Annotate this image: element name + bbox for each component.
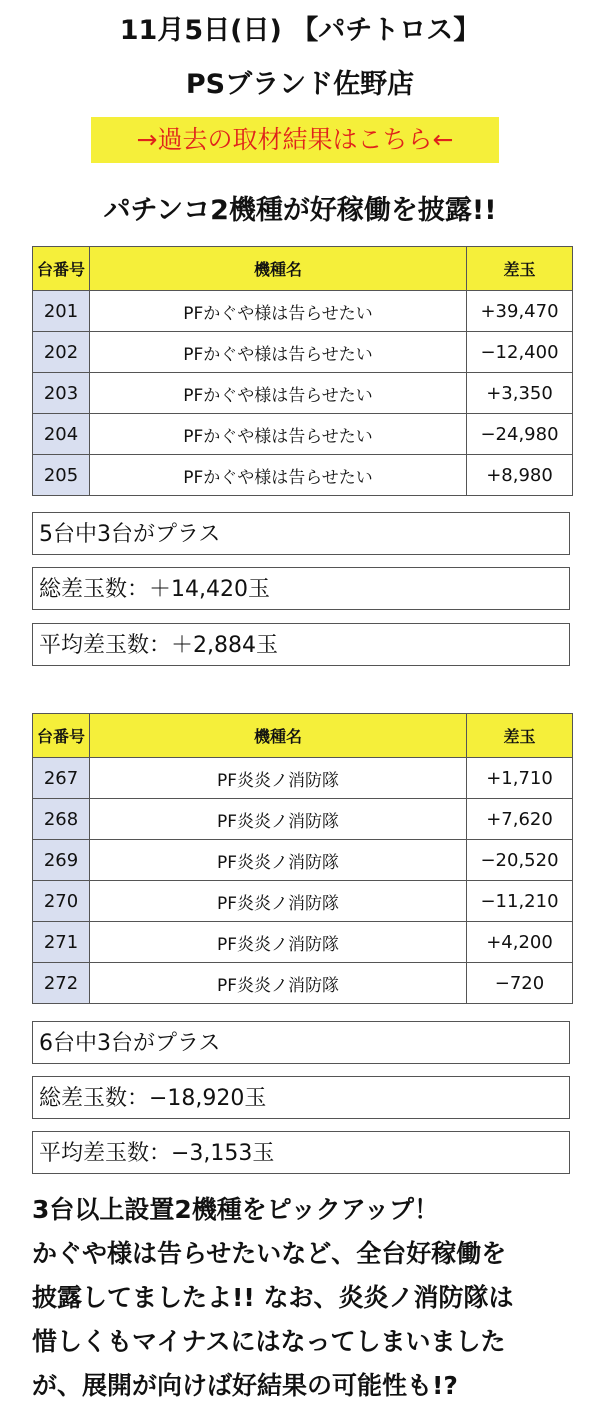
machine-model: PF炎炎ノ消防隊	[90, 881, 467, 922]
column-header-number: 台番号	[33, 247, 90, 291]
commentary-line: かぐや様は告らせたいなど、全台好稼働を	[32, 1239, 507, 1268]
machine-number: 202	[33, 332, 90, 373]
column-header-number: 台番号	[33, 714, 90, 758]
column-header-diff: 差玉	[467, 247, 573, 291]
ball-difference: +8,980	[467, 455, 573, 496]
machine-model: PFかぐや様は告らせたい	[90, 291, 467, 332]
ball-difference: −12,400	[467, 332, 573, 373]
summary-average-diff: 平均差玉数：＋2,884玉	[32, 623, 570, 666]
table-row	[33, 455, 573, 496]
table-row	[33, 291, 573, 332]
table-row	[33, 758, 573, 799]
machine-number: 270	[33, 881, 90, 922]
table-row	[33, 922, 573, 963]
ball-difference: +39,470	[467, 291, 573, 332]
machine-number: 267	[33, 758, 90, 799]
ball-difference: −20,520	[467, 840, 573, 881]
machine-model: PF炎炎ノ消防隊	[90, 840, 467, 881]
table-row	[33, 799, 573, 840]
page-title-date: 11月5日(日) 【パチトロス】	[119, 15, 481, 46]
summary-total-diff: 総差玉数：＋14,420玉	[32, 567, 570, 610]
headline: パチンコ2機種が好稼働を披露!!	[103, 195, 497, 226]
table-header-row	[33, 714, 573, 758]
ball-difference: −24,980	[467, 414, 573, 455]
machine-number: 269	[33, 840, 90, 881]
commentary-line: 3台以上設置2機種をピックアップ！	[32, 1195, 440, 1224]
summary-average-diff: 平均差玉数：−3,153玉	[32, 1131, 570, 1174]
summary-plus-count: 6台中3台がプラス	[32, 1021, 570, 1064]
past-results-link[interactable]: →過去の取材結果はこちら←	[91, 117, 499, 163]
table-header-row	[33, 247, 573, 291]
machine-number: 268	[33, 799, 90, 840]
commentary-line: 惜しくもマイナスにはなってしまいました	[32, 1327, 506, 1356]
table-row	[33, 963, 573, 1004]
table-row	[33, 840, 573, 881]
machine-number: 204	[33, 414, 90, 455]
machine-model: PF炎炎ノ消防隊	[90, 758, 467, 799]
commentary-line: が、展開が向けば好結果の可能性も!?	[32, 1371, 458, 1400]
table-row	[33, 373, 573, 414]
machine-number: 201	[33, 291, 90, 332]
summary-total-diff: 総差玉数：−18,920玉	[32, 1076, 570, 1119]
machine-number: 272	[33, 963, 90, 1004]
ball-difference: +4,200	[467, 922, 573, 963]
column-header-model: 機種名	[90, 247, 467, 291]
machine-number: 205	[33, 455, 90, 496]
result-table-enen	[32, 713, 573, 1004]
machine-model: PF炎炎ノ消防隊	[90, 799, 467, 840]
ball-difference: +1,710	[467, 758, 573, 799]
machine-model: PF炎炎ノ消防隊	[90, 922, 467, 963]
commentary	[32, 1188, 572, 1408]
machine-model: PFかぐや様は告らせたい	[90, 373, 467, 414]
machine-number: 271	[33, 922, 90, 963]
table-row	[33, 332, 573, 373]
commentary-line: 披露してましたよ!! なお、炎炎ノ消防隊は	[32, 1283, 514, 1312]
summary-plus-count: 5台中3台がプラス	[32, 512, 570, 555]
result-table-kaguya	[32, 246, 573, 496]
ball-difference: +7,620	[467, 799, 573, 840]
ball-difference: +3,350	[467, 373, 573, 414]
machine-model: PFかぐや様は告らせたい	[90, 414, 467, 455]
ball-difference: −720	[467, 963, 573, 1004]
page-title-store: PSブランド佐野店	[185, 69, 415, 100]
machine-model: PF炎炎ノ消防隊	[90, 963, 467, 1004]
table-row	[33, 881, 573, 922]
ball-difference: −11,210	[467, 881, 573, 922]
machine-model: PFかぐや様は告らせたい	[90, 332, 467, 373]
machine-model: PFかぐや様は告らせたい	[90, 455, 467, 496]
column-header-diff: 差玉	[467, 714, 573, 758]
column-header-model: 機種名	[90, 714, 467, 758]
machine-number: 203	[33, 373, 90, 414]
table-row	[33, 414, 573, 455]
